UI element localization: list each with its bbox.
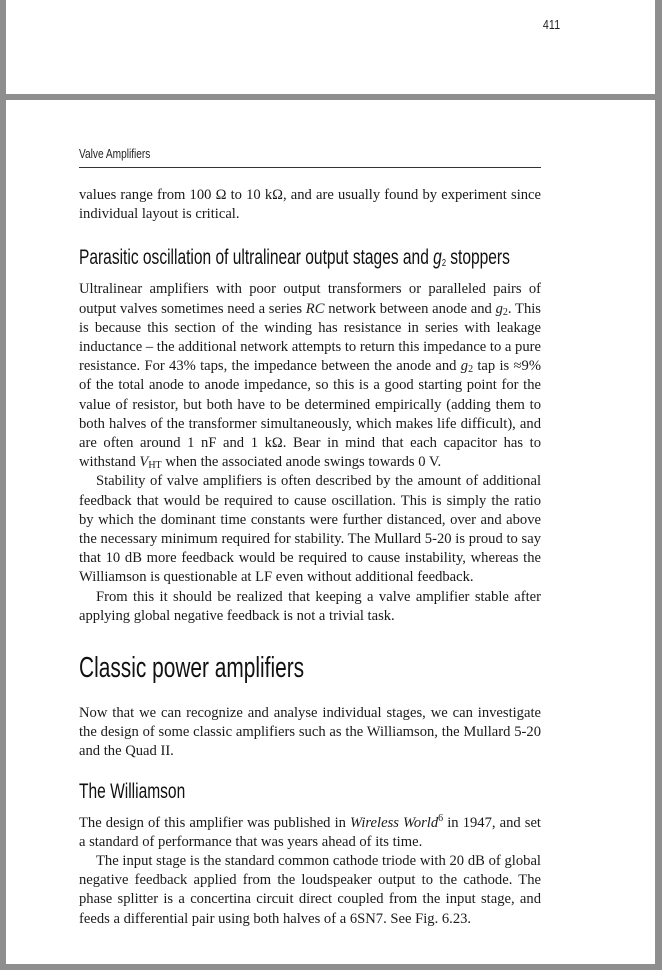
section-heading-williamson: The Williamson — [79, 779, 186, 803]
page-number: 411 — [542, 17, 560, 32]
chapter-heading-classic: Classic power amplifiers — [79, 652, 305, 685]
parasitic-paragraph-2: Stability of valve amplifiers is often described by the amount of additional feedback that would be required to cause oscillation. This is simply the ratio by which the dominant time constants were further distanced, over and above the necessary minimum required for stability. The Mullard 5-20 is proud to say that 10 dB more feedback would be required to cause instability, whereas the Williamson is questionable at LF even without additional feedback. — [79, 473, 541, 586]
body-text — [79, 186, 541, 929]
header-rule — [79, 167, 541, 168]
running-head: Valve Amplifiers — [79, 146, 151, 161]
intro-paragraph: values range from 100 Ω to 10 kΩ, and are usually found by experiment since individual layout is critical. — [79, 187, 541, 223]
williamson-paragraph-1: The design of this amplifier was published in Wireless World$^6$ in 1947, and set a standard of performance that was years ahead of its time. — [79, 812, 541, 850]
parasitic-paragraph-3: From this it should be realized that keeping a valve amplifier stable after applying global negative feedback is not a trivial task. — [79, 588, 541, 624]
previous-page-bottom — [6, 0, 655, 94]
parasitic-paragraph-1: Ultralinear amplifiers with poor output transformers or paralleled pairs of output valves sometimes need a series RC network between anode and $g_2$. This is because this section of the winding has resistance in series with leakage inductance – the additional network attempts to return this impedance to a pure resistance. For 43% taps, the impedance between the anode and $g_2$ tap is ≈9% of the total anode to anode impedance, so this is a good starting point for the value of resistor, but both have to be determined empirically (adding them to both halves of the transformer simultaneously, which makes life difficult), and are often around 1 nF and 1 kΩ. Bear in mind that each capacitor has to withstand $V_{HT}$ when the associated anode swings towards 0 V. — [79, 281, 541, 472]
williamson-paragraph-2: The input stage is the standard common cathode triode with 20 dB of global negative feedback applied from the loudspeaker output to the cathode. The phase splitter is a concertina circuit direct coupled from the input stage, and feeds a differential pair using both halves of a 6SN7. See Fig. 6.23. — [79, 853, 541, 927]
section-heading-parasitic: Parasitic oscillation of ultralinear output stages and $g_2$ stoppers — [79, 246, 510, 270]
book-page — [6, 100, 655, 964]
classic-paragraph-1: Now that we can recognize and analyse individual stages, we can investigate the design of some classic amplifiers such as the Williamson, the Mullard 5-20 and the Quad II. — [79, 705, 541, 760]
